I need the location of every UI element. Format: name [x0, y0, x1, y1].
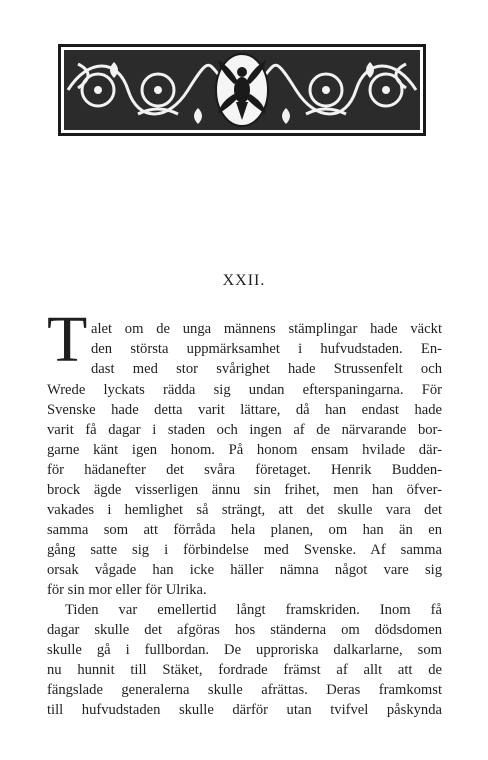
- chapter-heading: XXII.: [222, 272, 266, 289]
- text-line: för sin mor eller för Ulrika.: [47, 582, 207, 598]
- text-line: skulle gå i fullbordan. De upproriska dalkarlarne, som: [47, 642, 442, 658]
- text-line: för hädanefter det svåra företaget. Henrik Budden-: [47, 462, 442, 478]
- text-line: vakades i hemlighet så strängt, att det skulle vara det: [47, 502, 442, 518]
- text-line: alet om de unga männens stämplingar hade väckt: [91, 321, 442, 337]
- text-line: orsak vågade han icke häller nämna något vare sig: [47, 562, 442, 578]
- text-line: Svenske hade detta varit lättare, då han endast hade: [47, 402, 442, 418]
- text-line: gång satte sig i förbindelse med Svenske. Af samma: [47, 542, 442, 558]
- ornamental-headpiece: [58, 44, 426, 136]
- text-line: brock ägde visserligen ännu sin frihet, men han öfver-: [47, 482, 442, 498]
- text-line: nu hunnit till Stäket, fordrade främst af allt att de: [47, 662, 442, 678]
- text-line: fängslade generalerna skulle afrättas. Deras framkomst: [47, 682, 442, 698]
- text-line: garne känt igen honom. På honom ensam hvilade där-: [47, 442, 442, 458]
- text-line: till hufvudstaden skulle därför utan tvifvel påskynda: [47, 702, 442, 718]
- text-line: samma som att förråda hela planen, om han än en: [47, 522, 442, 538]
- text-line: den största uppmärksamhet i hufvudstaden. En-: [91, 341, 442, 357]
- text-line: dast med stor svårighet hade Strussenfelt och: [91, 361, 442, 377]
- text-line: Wrede lyckats rädda sig undan efterspaningarna. För: [47, 382, 442, 398]
- text-line: Tiden var emellertid långt framskriden. Inom få: [65, 602, 442, 618]
- text-line: varit få dagar i staden och ingen af de närvarande bor-: [47, 422, 442, 438]
- drop-cap: T: [47, 303, 88, 376]
- text-line: dagar skulle det afgöras hos ständerna om dödsdomen: [47, 622, 442, 638]
